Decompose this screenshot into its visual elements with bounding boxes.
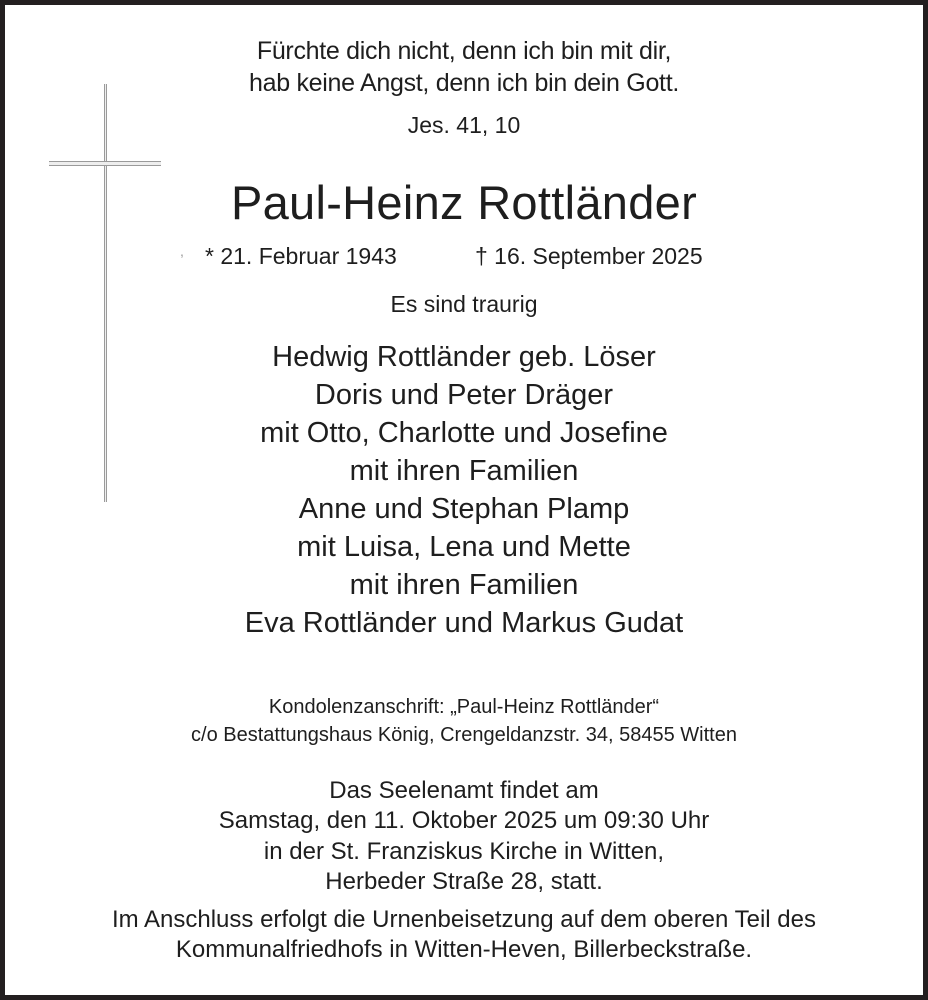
mourner-line: mit ihren Familien (349, 569, 579, 601)
burial-line: Im Anschluss erfolgt die Urnenbeisetzung auf dem oberen Teil des (112, 906, 816, 933)
mourner-line: Hedwig Rottländer geb. Löser (272, 341, 656, 373)
condolence-line-2: c/o Bestattungshaus König, Crengeldanzstr. 34, 58455 Witten (191, 724, 737, 746)
service-line: Das Seelenamt findet am (329, 777, 599, 804)
cross-icon-horizontal (49, 161, 161, 166)
verse-line-1: Fürchte dich nicht, denn ich bin mit dir, (256, 37, 672, 65)
service-line: Herbeder Straße 28, statt. (325, 868, 603, 895)
mourner-line: Anne und Stephan Plamp (298, 493, 630, 525)
mourner-line: Eva Rottländer und Markus Gudat (244, 607, 684, 639)
verse-line-2: hab keine Angst, denn ich bin dein Gott. (249, 69, 679, 97)
service-line: in der St. Franziskus Kirche in Witten, (263, 838, 665, 865)
life-dates (5, 243, 923, 273)
mourner-line: mit ihren Familien (349, 455, 579, 487)
mourner-line: mit Luisa, Lena und Mette (297, 531, 631, 563)
death-date: † 16. September 2025 (475, 243, 703, 269)
mourners-intro: Es sind traurig (390, 291, 538, 317)
birth-date: * 21. Februar 1943 (205, 243, 397, 269)
service-line: Samstag, den 11. Oktober 2025 um 09:30 Uhr (218, 807, 710, 834)
burial-line: Kommunalfriedhofs in Witten-Heven, Billerbeckstraße. (175, 936, 753, 963)
deceased-name: Paul-Heinz Rottländer (230, 176, 698, 229)
mourner-line: Doris und Peter Dräger (314, 379, 614, 411)
condolence-line-1: Kondolenzanschrift: „Paul-Heinz Rottländer“ (268, 696, 660, 718)
mourner-line: mit Otto, Charlotte und Josefine (260, 417, 668, 449)
obituary-notice (5, 5, 923, 995)
stray-mark: , (180, 243, 184, 259)
verse-reference: Jes. 41, 10 (407, 112, 521, 138)
